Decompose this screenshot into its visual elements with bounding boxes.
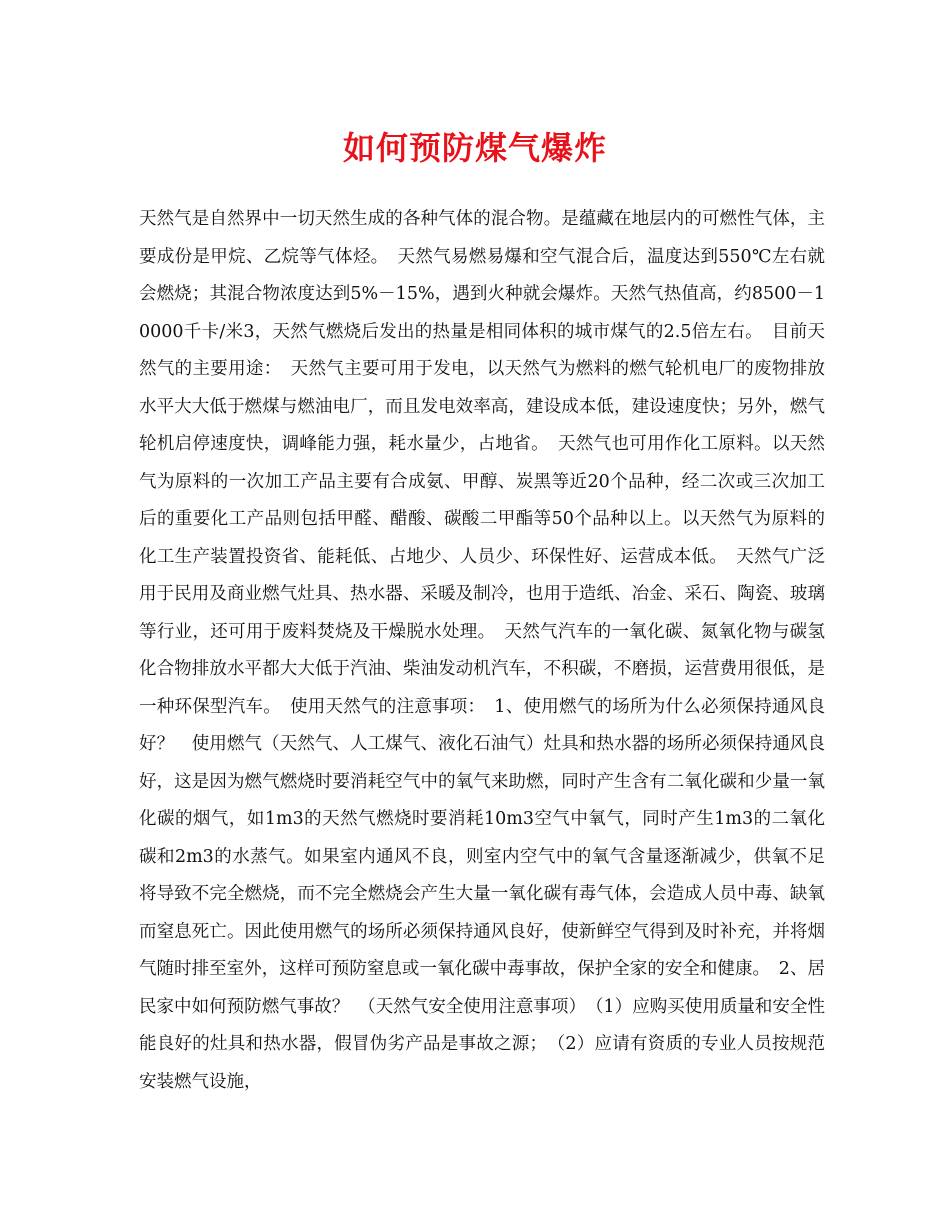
document-body-paragraph: 天然气是自然界中一切天然生成的各种气体的混合物。是蕴藏在地层内的可燃性气体，主要成份是甲烷、乙烷等气体烃。 天然气易燃易爆和空气混合后，温度达到550℃左右就会燃烧；其混合物浓度达到5%－15%，遇到火种就会爆炸。天然气热值高，约8500－10000千卡/米3，天然气燃烧后发出的热量是相同体积的城市煤气的2.5倍左右。 目前天然气的主要用途： 天然气主要可用于发电，以天然气为燃料的燃气轮机电厂的废物排放水平大大低于燃煤与燃油电厂，而且发电效率高，建设成本低，建设速度快；另外，燃气轮机启停速度快，调峰能力强，耗水量少，占地省。 天然气也可用作化工原料。以天然气为原料的一次加工产品主要有合成氨、甲醇、炭黑等近20个品种，经二次或三次加工后的重要化工产品则包括甲醛、醋酸、碳酸二甲酯等50个品种以上。以天然气为原料的化工生产装置投资省、能耗低、占地少、人员少、环保性好、运营成本低。 天然气广泛用于民用及商业燃气灶具、热水器、采暖及制冷，也用于造纸、冶金、采石、陶瓷、玻璃等行业，还可用于废料焚烧及干燥脱水处理。 天然气汽车的一氧化碳、氮氧化物与碳氢化合物排放水平都大大低于汽油、柴油发动机汽车，不积碳，不磨损，运营费用很低，是一种环保型汽车。 使用天然气的注意事项： 1、使用燃气的场所为什么必须保持通风良好？ 使用燃气（天然气、人工煤气、液化石油气）灶具和热水器的场所必须保持通风良好，这是因为燃气燃烧时要消耗空气中的氧气来助燃，同时产生含有二氧化碳和少量一氧化碳的烟气，如1m3的天然气燃烧时要消耗10m3空气中氧气，同时产生1m3的二氧化碳和2m3的水蒸气。如果室内通风不良，则室内空气中的氧气含量逐渐减少，供氧不足将导致不完全燃烧，而不完全燃烧会产生大量一氧化碳有毒气体，会造成人员中毒、缺氧而窒息死亡。因此使用燃气的场所必须保持通风良好，使新鲜空气得到及时补充，并将烟气随时排至室外，这样可预防窒息或一氧化碳中毒事故，保护全家的安全和健康。 2、居民家中如何预防燃气事故？ （天然气安全使用注意事项） （1）应购买使用质量和安全性能良好的灶具和热水器，假冒伪劣产品是事故之源； （2）应请有资质的专业人员按规范安装燃气设施， [139,209,825,1092]
document-title: 如何预防煤气爆炸 [342,129,607,167]
